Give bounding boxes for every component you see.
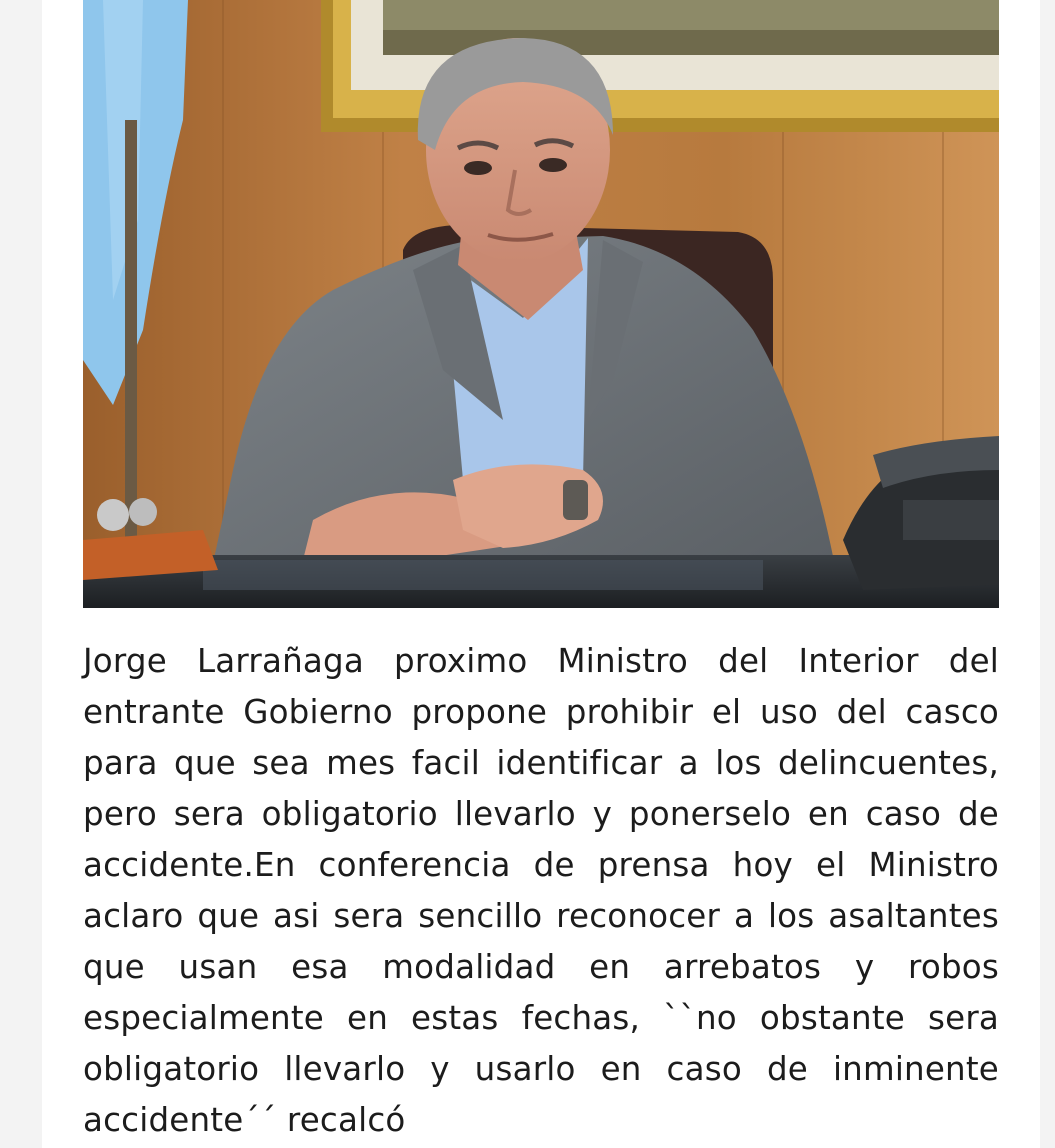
article-body-text: Jorge Larrañaga proximo Ministro del Interior del entrante Gobierno propone prohibir el uso del casco para que sea mes facil identificar a los delincuentes, pero sera obligatorio llevarlo y ponerselo en caso de accidente.En conferencia de prensa hoy el Ministro aclaro que asi sera sencillo reconocer a los asaltantes que usan esa modalidad en arrebatos y robos especialmente en estas fechas, ``no obstante sera obligatorio llevarlo y usarlo en caso de inminente accidente´´ recalcó (83, 642, 999, 1139)
photo-illustration (83, 0, 999, 608)
article-photo (83, 0, 999, 608)
